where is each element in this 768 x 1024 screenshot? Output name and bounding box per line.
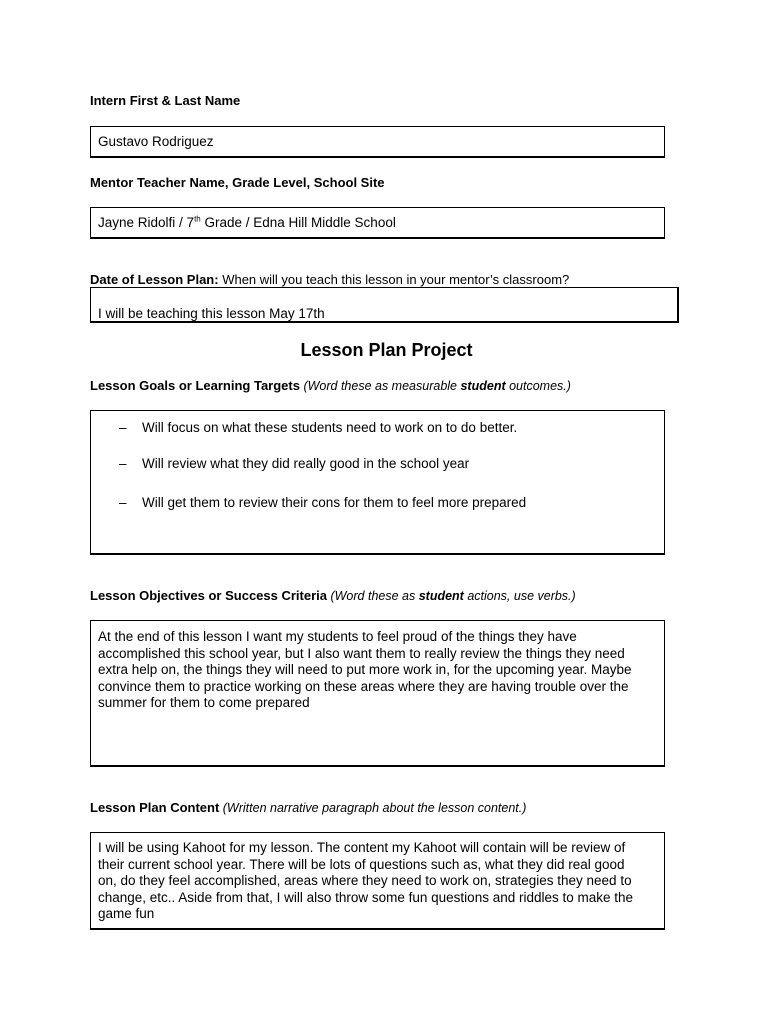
goal-text: Will review what they did really good in the school year xyxy=(142,456,470,471)
lesson-goals-label-text: Lesson Goals or Learning Targets xyxy=(90,378,300,393)
mentor-info-text-end: Grade / Edna Hill Middle School xyxy=(200,215,396,230)
intern-name-label: Intern First & Last Name xyxy=(90,93,241,108)
text-line: their current school year. There will be lots of questions such as, what they did real good xyxy=(98,856,625,872)
bullet-dash: – xyxy=(119,456,127,471)
lesson-objectives-label xyxy=(90,588,576,603)
text-line: accomplished this school year, but I also want them to really review the things they need xyxy=(98,645,625,661)
mentor-info-field[interactable] xyxy=(90,207,665,239)
goal-text: Will get them to review their cons for them to feel more prepared xyxy=(142,495,527,510)
lesson-content-field[interactable] xyxy=(90,832,665,930)
lesson-date-prompt: When will you teach this lesson in your mentor’s classroom? xyxy=(218,272,570,287)
bullet-dash: – xyxy=(119,495,127,510)
lesson-objectives-hint-close: actions, use verbs.) xyxy=(463,589,576,603)
text-line: extra help on, the things they will need to put more work in, for the upcoming year. Maybe xyxy=(98,662,632,677)
text-line: game fun xyxy=(98,906,155,921)
lesson-goals-label xyxy=(90,378,571,393)
bullet-dash: – xyxy=(119,420,127,435)
lesson-content-label-text: Lesson Plan Content xyxy=(90,800,220,815)
text-line: on, do they feel accomplished, areas where they need to work on, strategies they need to xyxy=(98,873,632,888)
lesson-goals-field[interactable] xyxy=(90,410,665,555)
text-line: summer for them to come prepared xyxy=(98,695,310,710)
lesson-objectives-field[interactable] xyxy=(90,620,665,767)
lesson-date-field[interactable] xyxy=(90,287,679,323)
intern-name-value: Gustavo Rodriguez xyxy=(98,134,214,149)
lesson-date-label-bold: Date of Lesson Plan: xyxy=(90,272,219,287)
text-line: At the end of this lesson I want my students to feel proud of the things they have xyxy=(98,629,577,644)
lesson-goals-hint-close: outcomes.) xyxy=(505,379,571,393)
intern-name-field[interactable] xyxy=(90,126,665,158)
lesson-objectives-hint-open: (Word these as xyxy=(327,589,419,603)
text-line: change, etc.. Aside from that, I will also throw some fun questions and riddles to make the xyxy=(98,889,634,905)
lesson-date-label xyxy=(90,272,569,287)
lesson-goals-hint-bold: student xyxy=(460,379,506,393)
mentor-info-value xyxy=(98,215,396,232)
mentor-info-superscript: th xyxy=(194,214,201,224)
lesson-objectives-hint xyxy=(327,589,576,603)
mentor-info-text-start: Jayne Ridolfi / 7 xyxy=(98,215,195,230)
lesson-objectives-hint-bold: student xyxy=(418,589,464,603)
text-line: I will be using Kahoot for my lesson. The content my Kahoot will contain will be review of xyxy=(98,840,626,855)
lesson-objectives-text xyxy=(98,629,632,712)
lesson-date-value: I will be teaching this lesson May 17th xyxy=(98,306,325,321)
lesson-content-label xyxy=(90,800,526,815)
page-title: Lesson Plan Project xyxy=(300,340,473,360)
lesson-objectives-label-text: Lesson Objectives or Success Criteria xyxy=(90,588,327,603)
text-line: convince them to practice working on these areas where they are having trouble over the xyxy=(98,678,629,694)
lesson-goals-hint-open: (Word these as measurable xyxy=(299,379,461,393)
mentor-info-label: Mentor Teacher Name, Grade Level, School Site xyxy=(90,175,385,190)
goal-text: Will focus on what these students need to work on to do better. xyxy=(142,420,518,435)
lesson-content-hint: (Written narrative paragraph about the lesson content.) xyxy=(219,801,527,815)
lesson-goals-hint xyxy=(300,379,571,393)
lesson-content-text xyxy=(98,840,633,923)
